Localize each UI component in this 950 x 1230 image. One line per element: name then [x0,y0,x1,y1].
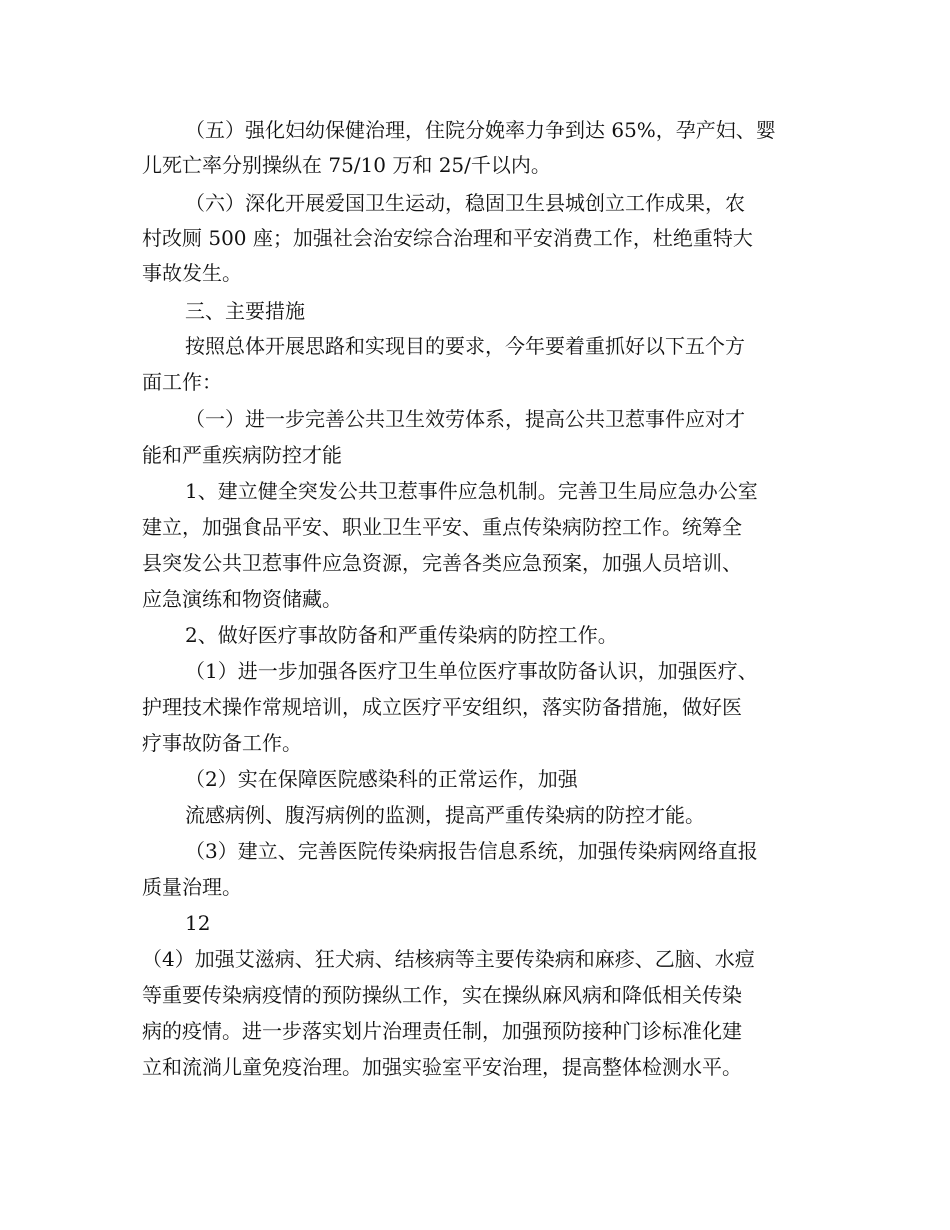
text-line: 立和流淌儿童免疫治理。加强实验室平安治理，提高整体检测水平。 [142,1055,742,1079]
text-line: 等重要传染病疫情的预防操纵工作，实在操纵麻风病和降低相关传染 [142,983,742,1007]
text-line: 疗事故防备工作。 [142,731,302,755]
text-line: 按照总体开展思路和实现目的要求，今年要着重抓好以下五个方 [185,334,745,358]
text-line: 应急演练和物资储藏。 [142,587,342,611]
text-line: 1、建立健全突发公共卫惹事件应急机制。完善卫生局应急办公室 [185,479,758,503]
text-line: （六）深化开展爱国卫生运动，稳固卫生县城创立工作成果，农 [185,191,745,215]
text-line: （3）建立、完善医院传染病报告信息系统，加强传染病网络直报 [185,839,758,863]
text-line: 2、做好医疗事故防备和严重传染病的防控工作。 [185,623,618,647]
subsection-heading: （一）进一步完善公共卫生效劳体系，提高公共卫惹事件应对才 [185,407,745,431]
text-line: 儿死亡率分别操纵在 75/10 万和 25/千以内。 [142,153,551,177]
text-line: 事故发生。 [142,261,242,285]
text-line: 质量治理。 [142,875,242,899]
text-line: （4）加强艾滋病、狂犬病、结核病等主要传染病和麻疹、乙脑、水痘 [142,947,755,971]
text-line: 建立，加强食品平安、职业卫生平安、重点传染病防控工作。统筹全 [142,515,742,539]
text-line: （1）进一步加强各医疗卫生单位医疗事故防备认识，加强医疗、 [185,659,758,683]
page-number: 12 [185,911,211,935]
text-line: 县突发公共卫惹事件应急资源，完善各类应急预案，加强人员培训、 [142,551,742,575]
text-line: 病的疫情。进一步落实划片治理责任制，加强预防接种门诊标准化建 [142,1019,742,1043]
text-line: 护理技术操作常规培训，成立医疗平安组织，落实防备措施，做好医 [142,695,742,719]
text-line: （五）强化妇幼保健治理，住院分娩率力争到达 65%，孕产妇、婴 [185,118,776,142]
text-line: 村改厕 500 座；加强社会治安综合治理和平安消费工作，杜绝重特大 [142,226,753,250]
text-line: 流感病例、腹泻病例的监测，提高严重传染病的防控才能。 [185,803,705,827]
text-line: 面工作： [142,370,222,394]
subsection-heading: 能和严重疾病防控才能 [142,443,342,467]
text-line: （2）实在保障医院感染科的正常运作，加强 [185,767,578,791]
section-heading: 三、主要措施 [185,299,305,323]
